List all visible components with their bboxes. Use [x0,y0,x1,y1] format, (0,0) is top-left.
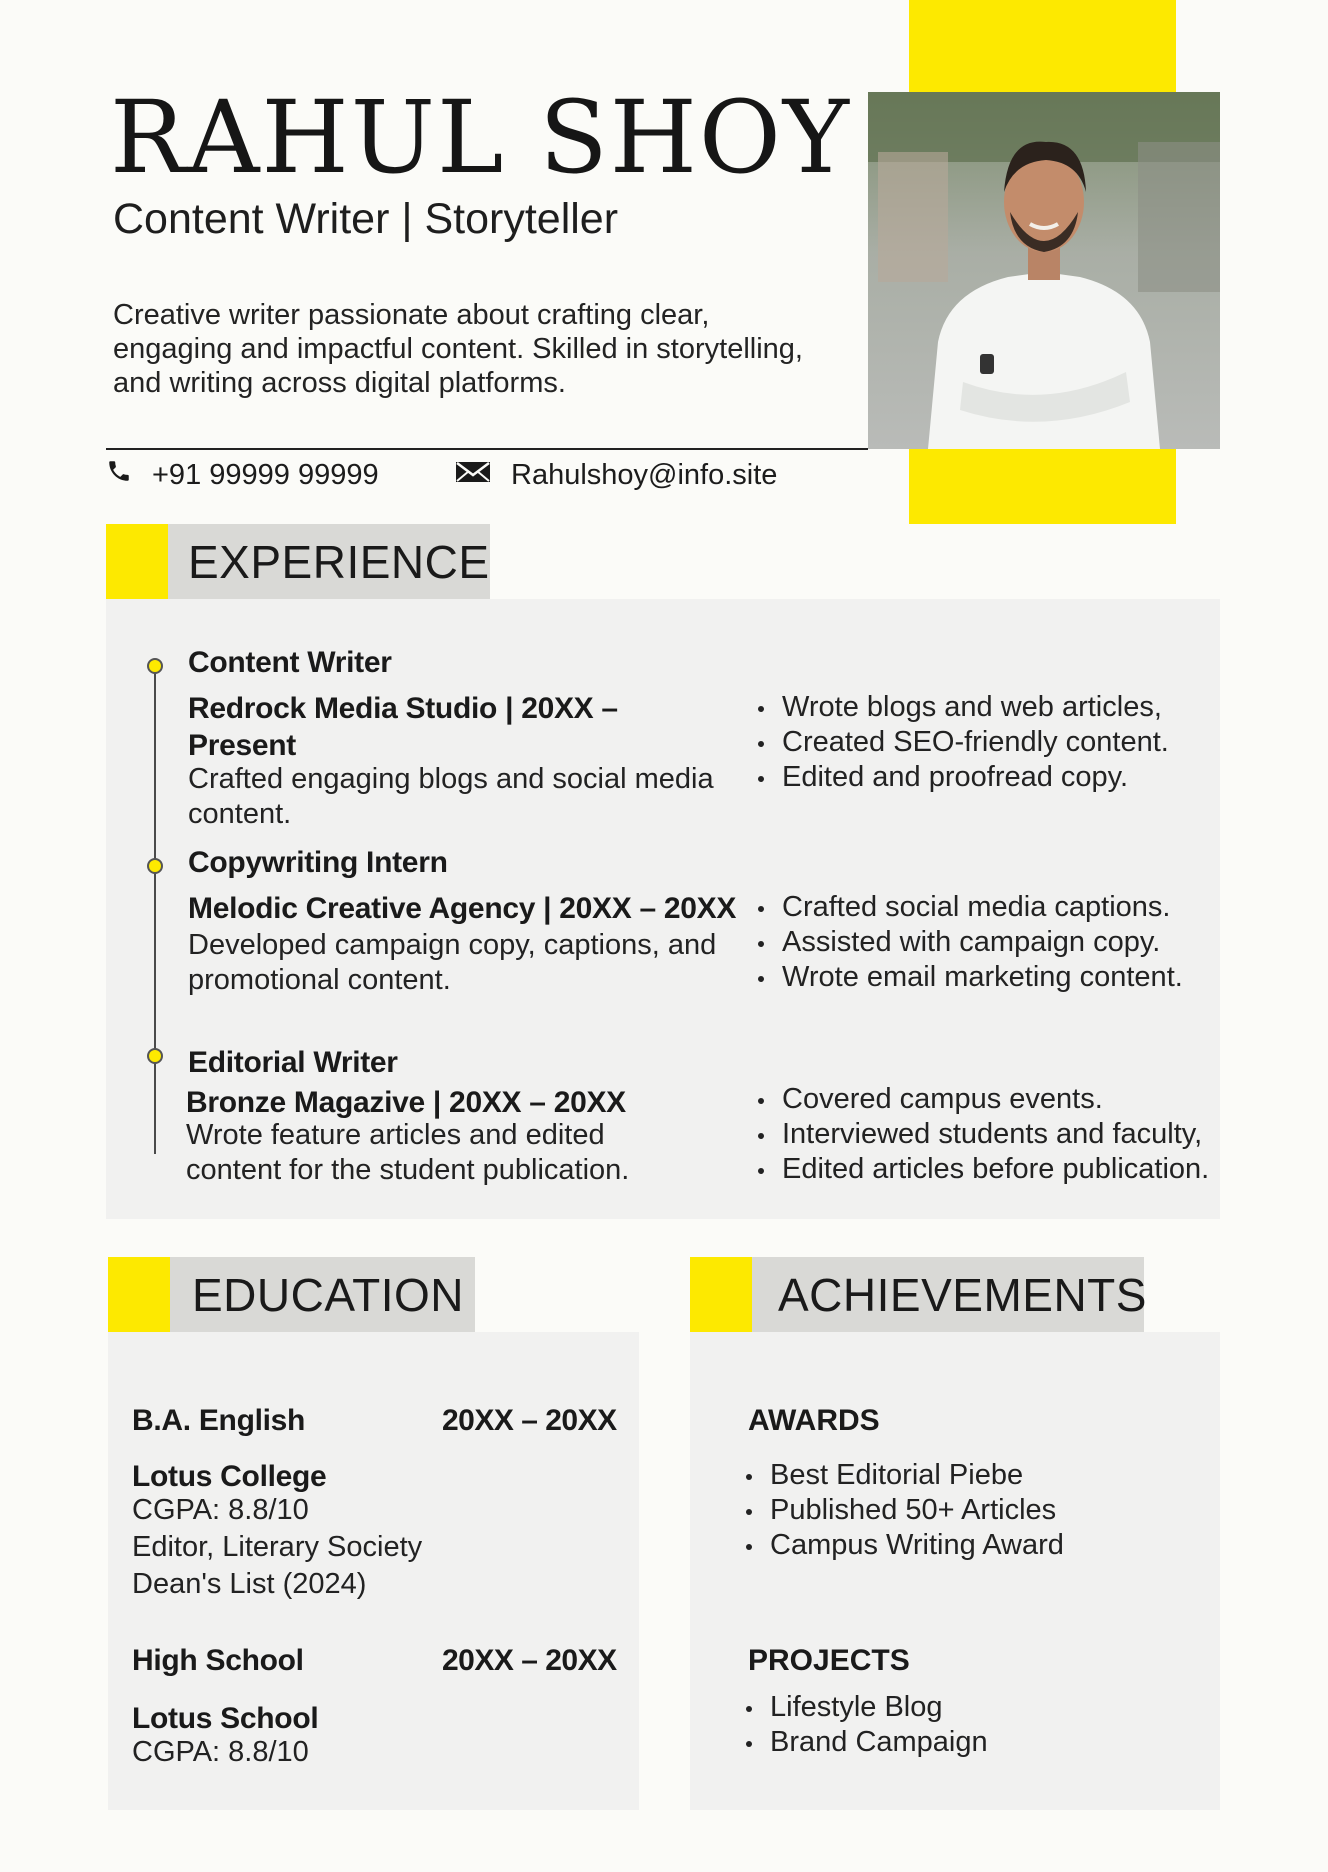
experience-heading: EXPERIENCE [168,524,490,599]
detail-line: CGPA: 8.8/10 [132,1736,309,1768]
header-divider [106,448,868,450]
education-details [132,1492,422,1603]
projects-heading: PROJECTS [748,1644,910,1677]
candidate-name: RAHUL SHOY [110,79,851,196]
job-bullets [756,690,1169,795]
phone-number[interactable]: +91 99999 99999 [152,459,379,491]
list-item: Wrote email marketing content. [756,960,1183,995]
institution-name: Lotus College [132,1460,327,1493]
job-bullets [756,890,1183,995]
accent-block-top [909,0,1176,92]
experience-header-accent [106,524,168,599]
degree-years: 20XX – 20XX [442,1644,617,1677]
list-item: Brand Campaign [744,1725,988,1760]
timeline-dot [147,858,163,874]
degree-years: 20XX – 20XX [442,1404,617,1437]
profile-photo [868,92,1220,449]
degree-title: High School [132,1644,304,1677]
timeline-dot [147,1048,163,1064]
job-company: Redrock Media Studio | 20XX – Present [188,692,618,762]
job-company: Bronze Magazive | 20XX – 20XX [186,1086,626,1119]
list-item: Edited and proofread copy. [756,760,1169,795]
education-details [132,1734,309,1771]
projects-list [744,1690,988,1760]
job-description: Developed campaign copy, captions, and promotional content. [188,929,717,996]
timeline-dot [147,658,163,674]
detail-line: Dean's List (2024) [132,1568,367,1600]
degree-title: B.A. English [132,1404,306,1437]
job-title: Content Writer | Storyteller [113,195,619,243]
list-item: Lifestyle Blog [744,1690,988,1725]
accent-block-bottom [909,448,1176,524]
list-item: Edited articles before publication. [756,1152,1209,1187]
contact-email [455,458,777,492]
detail-line: Editor, Literary Society [132,1531,423,1563]
education-header-accent [108,1257,170,1332]
timeline-line [154,662,156,1154]
contact-phone [106,458,379,492]
job-company: Melodic Creative Agency | 20XX – 20XX [188,892,737,925]
list-item: Interviewed students and faculty, [756,1117,1209,1152]
achievements-header-accent [690,1257,752,1332]
list-item: Campus Writing Award [744,1528,1064,1563]
awards-list [744,1458,1064,1563]
list-item: Wrote blogs and web articles, [756,690,1169,725]
education-heading: EDUCATION [170,1257,475,1332]
job-role: Editorial Writer [188,1046,398,1079]
awards-heading: AWARDS [748,1404,880,1437]
profile-summary: Creative writer passionate about crafting clear, engaging and impactful content. Skilled in storytelling, and writing across digital platforms. [113,299,803,399]
job-role: Content Writer [188,646,392,679]
list-item: Crafted social media captions. [756,890,1183,925]
achievements-heading: ACHIEVEMENTS [752,1257,1144,1332]
phone-icon [106,458,132,492]
list-item: Assisted with campaign copy. [756,925,1183,960]
email-address[interactable]: Rahulshoy@info.site [511,459,778,491]
institution-name: Lotus School [132,1702,319,1735]
list-item: Best Editorial Piebe [744,1458,1064,1493]
job-description: Wrote feature articles and edited content for the student publication. [186,1119,630,1186]
envelope-icon [455,458,491,492]
job-bullets [756,1082,1209,1187]
list-item: Created SEO-friendly content. [756,725,1169,760]
detail-line: CGPA: 8.8/10 [132,1494,309,1526]
job-description: Crafted engaging blogs and social media content. [188,763,714,830]
job-role: Copywriting Intern [188,846,448,879]
list-item: Covered campus events. [756,1082,1209,1117]
list-item: Published 50+ Articles [744,1493,1064,1528]
